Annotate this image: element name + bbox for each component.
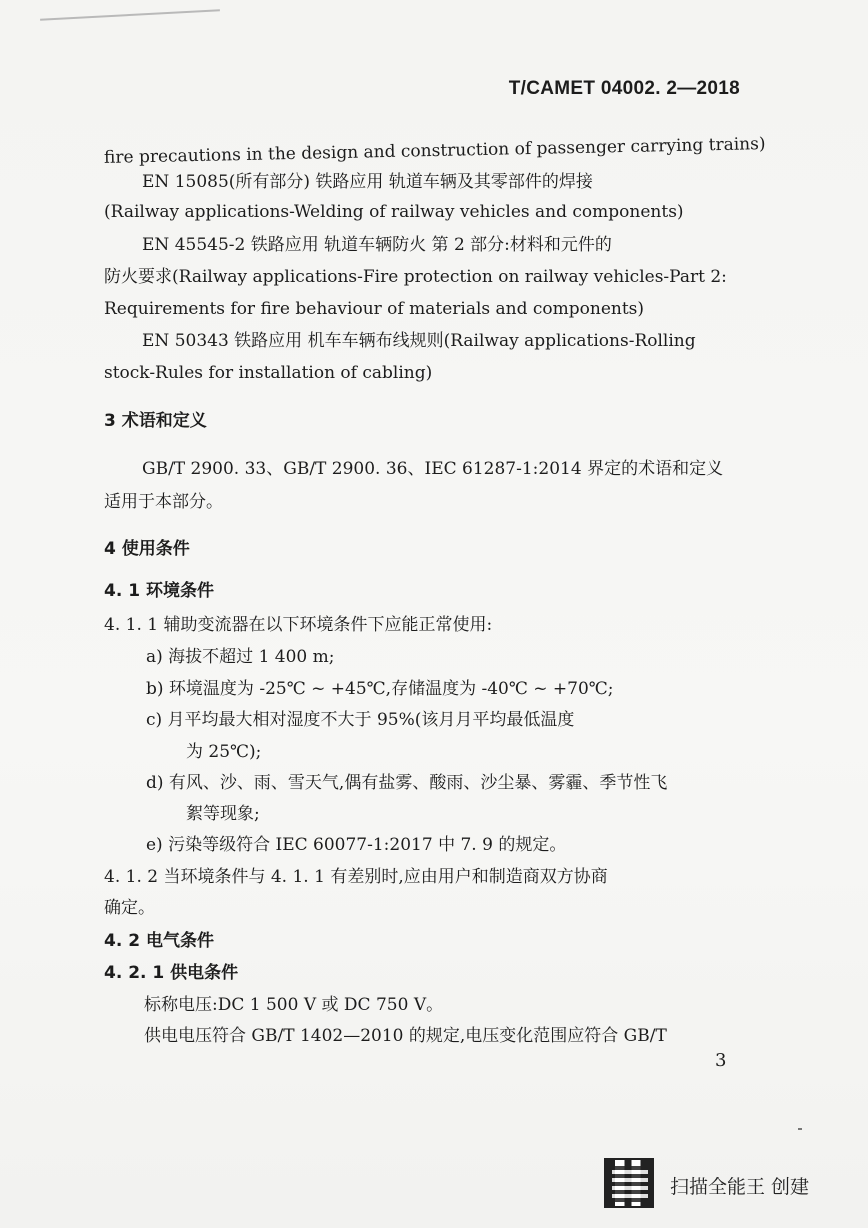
clause-text: 4. 1. 2 当环境条件与 4. 1. 1 有差别时,应由用户和制造商双方协商	[104, 867, 608, 887]
subsection-heading: 4. 1 环境条件	[104, 581, 214, 601]
list-item: a) 海拔不超过 1 400 m;	[146, 647, 335, 667]
body-text: GB/T 2900. 33、GB/T 2900. 36、IEC 61287-1:2014 界定的术语和定义	[142, 459, 724, 479]
body-text: 标称电压:DC 1 500 V 或 DC 750 V。	[144, 995, 444, 1015]
list-item: d) 有风、沙、雨、雪天气,偶有盐雾、酸雨、沙尘暴、雾霾、季节性飞	[146, 773, 668, 793]
list-item-continued: 为 25℃);	[186, 742, 262, 762]
list-item: b) 环境温度为 -25℃ ~ +45℃,存储温度为 -40℃ ~ +70℃;	[146, 679, 614, 699]
reference-line: 防火要求(Railway applications-Fire protection on railway vehicles-Part 2:	[104, 267, 727, 287]
list-item: c) 月平均最大相对湿度不大于 95%(该月月平均最低温度	[146, 710, 575, 730]
reference-line: Requirements for fire behaviour of materials and components)	[104, 299, 645, 319]
reference-line: EN 45545-2 铁路应用 轨道车辆防火 第 2 部分:材料和元件的	[142, 235, 612, 255]
reference-line: (Railway applications-Welding of railway vehicles and components)	[104, 202, 684, 222]
section-heading: 3 术语和定义	[104, 411, 207, 431]
clause-text: 确定。	[104, 898, 155, 918]
scanner-label: 扫描全能王 创建	[670, 1176, 810, 1198]
body-text: 供电电压符合 GB/T 1402—2010 的规定,电压变化范围应符合 GB/T	[144, 1026, 667, 1046]
reference-line: EN 50343 铁路应用 机车车辆布线规则(Railway applications-Rolling	[142, 331, 696, 351]
reference-line: EN 15085(所有部分) 铁路应用 轨道车辆及其零部件的焊接	[142, 172, 593, 192]
scan-artifact	[798, 1128, 802, 1130]
list-item: e) 污染等级符合 IEC 60077-1:2017 中 7. 9 的规定。	[146, 835, 567, 855]
clause-heading: 4. 2. 1 供电条件	[104, 963, 239, 983]
section-heading: 4 使用条件	[104, 539, 190, 559]
page-number: 3	[715, 1050, 727, 1071]
qr-code-icon	[604, 1158, 654, 1208]
scan-artifact	[40, 9, 220, 20]
subsection-heading: 4. 2 电气条件	[104, 931, 214, 951]
standard-code: T/CAMET 04002. 2—2018	[508, 78, 740, 99]
reference-line: stock-Rules for installation of cabling)	[104, 363, 433, 383]
reference-line: fire precautions in the design and construction of passenger carrying trains)	[103, 134, 766, 168]
body-text: 适用于本部分。	[104, 492, 223, 512]
list-item-continued: 絮等现象;	[186, 804, 260, 824]
scanner-watermark	[604, 1158, 854, 1210]
clause-text: 4. 1. 1 辅助变流器在以下环境条件下应能正常使用:	[104, 615, 493, 635]
